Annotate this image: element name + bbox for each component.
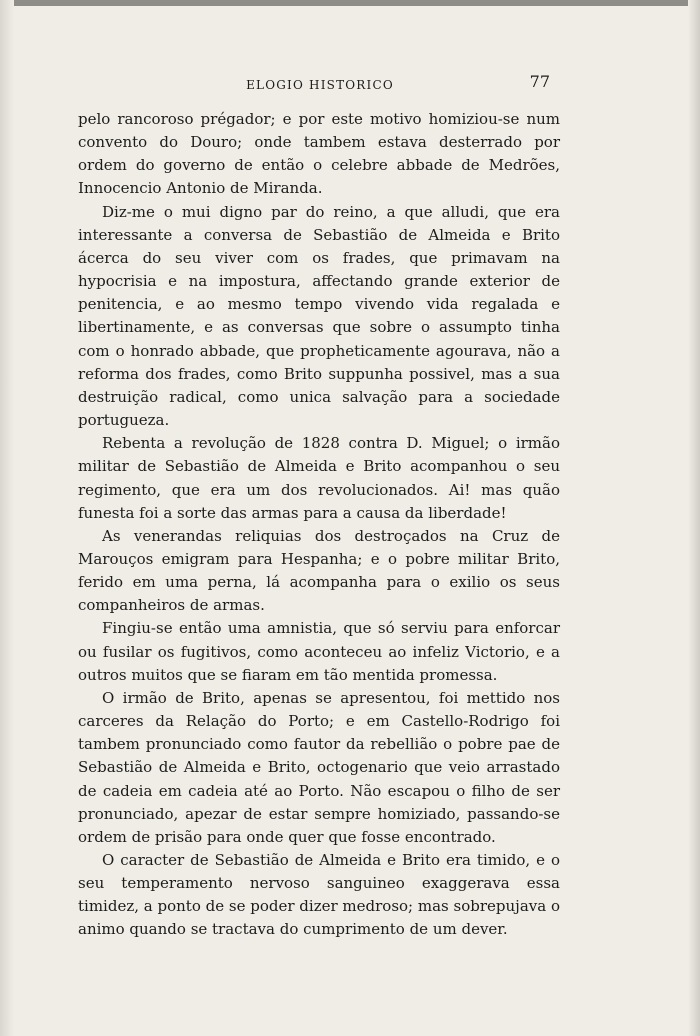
page-header: [80, 70, 560, 96]
body-text: [78, 108, 560, 942]
paragraph: Rebenta a revolução de 1828 contra D. Miguel; o irmão militar de Sebastião de Almeida e Brito acompanhou o seu regimento, que era um dos revolucionados. Ai! mas quão funesta foi a sorte das armas para a causa da liberdade!: [78, 434, 560, 522]
paragraph: O irmão de Brito, apenas se apresentou, foi mettido nos carceres da Relação do Porto; e em Castello-Rodrigo foi tambem pronunciado como fautor da rebellião o pobre pae de Sebastião de Almeida e Brito, octogenario que veio arrastado de cadeia em cadeia até ao Porto. Não escapou o filho de ser pronunciado, apezar de estar sempre homiziado, passando-se ordem de prisão para onde quer que fosse encontrado.: [78, 688, 560, 846]
paragraph: As venerandas reliquias dos destroçados na Cruz de Marouços emigram para Hespanha; e o pobre militar Brito, ferido em uma perna, lá acompanha para o exilio os seus companheiros de armas.: [78, 526, 560, 615]
paragraph: Diz-me o mui digno par do reino, a que alludi, que era interessante a conversa de Sebastião de Almeida e Brito ácerca do seu viver com os frades, que primavam na hypocrisia e na impostura, affectando grande exterior de penitencia, e ao mesmo tempo vivendo vida regalada e libertinamente, e as conversas que sobre o assumpto tinha com o honrado abbade, que propheticamente agourava, não a reforma dos frades, como Brito suppunha possivel, mas a sua destruição radical, como unica salvação para a sociedade portugueza.: [78, 202, 560, 430]
paragraph: pelo rancoroso prégador; e por este motivo homiziou-se num convento do Douro; onde tambem estava desterrado por ordem do governo de então o celebre abbade de Medrões, Innocencio Antonio de Miranda.: [78, 110, 560, 198]
page-number: 77: [529, 72, 550, 91]
page-top-edge: [0, 0, 700, 6]
running-title: ELOGIO HISTORICO: [246, 78, 394, 92]
paragraph: O caracter de Sebastião de Almeida e Brito era timido, e o seu temperamento nervoso sanguineo exaggerava essa timidez, a ponto de se poder dizer medroso; mas sobrepujava o animo quando se tractava do cumprimento de um dever.: [78, 851, 560, 939]
page-right-edge: [688, 0, 700, 1036]
page-gutter-shadow: [0, 0, 14, 1036]
paragraph: Fingiu-se então uma amnistia, que só serviu para enforcar ou fusilar os fugitivos, como aconteceu ao infeliz Victorio, e a outros muitos que se fiaram em tão mentida promessa.: [78, 619, 560, 684]
